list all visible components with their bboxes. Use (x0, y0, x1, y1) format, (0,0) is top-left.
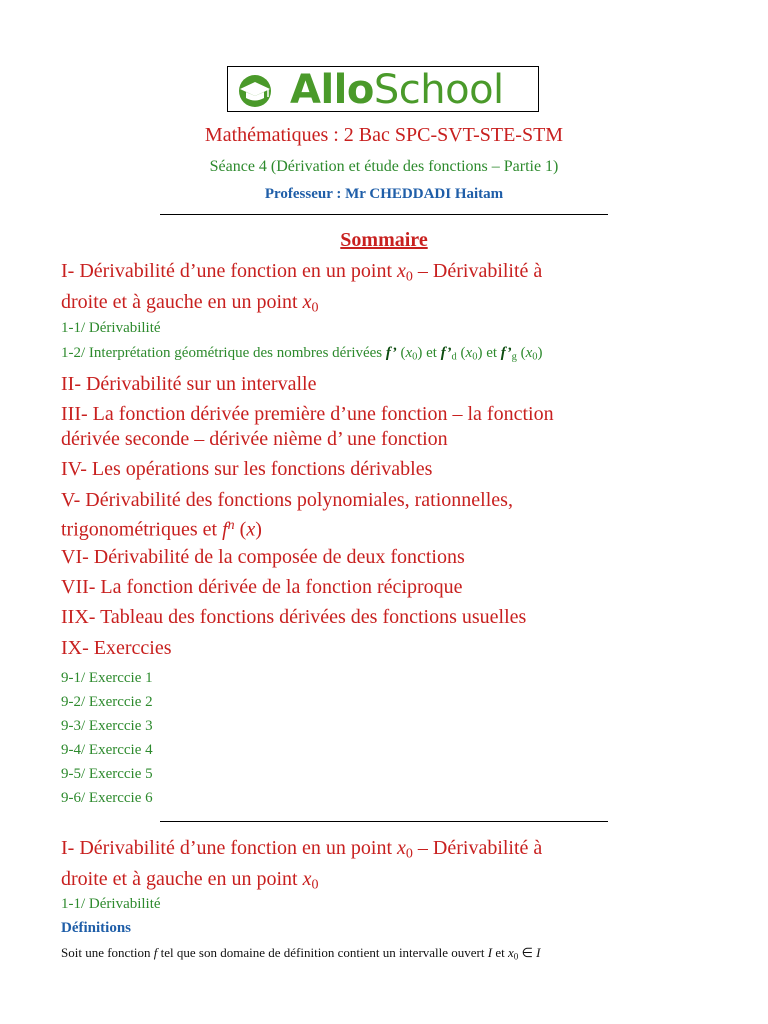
toc-section-7: VII- La fonction dérivée de la fonction réciproque (61, 576, 463, 598)
toc-section-5: V- Dérivabilité des fonctions polynomiales, rationnelles, trigonométriques et $f^n$ (x) (61, 489, 513, 541)
math-x0: $x_0$ (397, 260, 413, 285)
subject-title: Mathématiques : 2 Bac SPC-SVT-STE-STM (204, 124, 564, 146)
toc-exercise: 9-2/ Exerccie 2 (61, 694, 153, 710)
toc-section-8: IIX- Tableau des fonctions dérivées des fonctions usuelles (61, 606, 527, 628)
teacher-name: Professeur : Mr CHEDDADI Haitam (264, 186, 504, 202)
toc-exercise: 9-5/ Exerccie 5 (61, 766, 153, 782)
toc-sub-1-1: 1-1/ Dérivabilité (61, 320, 161, 336)
sommaire-heading: Sommaire (340, 229, 428, 251)
definition-text: Soit une fonction f tel que son domaine de définition contient un intervalle ouvert I et $x_0$ ∈ I (61, 945, 541, 962)
session-title: Séance 4 (Dérivation et étude des fonctions – Partie 1) (209, 158, 559, 175)
toc-sub-1-2: 1-2/ Interprétation géométrique des nombres dérivées f’ $(x_0)$ et $f’_d$ $(x_0)$ et $f’_g$ $(x_0)$ (61, 345, 543, 363)
toc-section-6: VI- Dérivabilité de la composée de deux fonctions (61, 546, 465, 568)
toc-section-4: IV- Les opérations sur les fonctions dérivables (61, 458, 433, 480)
divider (160, 821, 608, 822)
section-1-1-heading: 1-1/ Dérivabilité (61, 896, 161, 912)
toc-section-9: IX- Exerccies (61, 637, 172, 659)
toc-exercise: 9-4/ Exerccie 4 (61, 742, 153, 758)
section-1-heading: I- Dérivabilité d’une fonction en un point $x_0$ – Dérivabilité à droite et à gauche en un point $x_0$ (61, 837, 543, 892)
toc-exercise: 9-3/ Exerccie 3 (61, 718, 153, 734)
graduation-cap-icon (234, 74, 276, 108)
toc-section-2: II- Dérivabilité sur un intervalle (61, 373, 317, 395)
logo-wordmark: AlloSchool (290, 67, 504, 113)
divider (160, 214, 608, 215)
definitions-heading: Définitions (61, 920, 132, 936)
math-x0: $x_0$ (302, 290, 319, 315)
toc-exercise: 9-1/ Exerccie 1 (61, 670, 153, 686)
alloschool-logo (227, 66, 539, 112)
toc-exercise: 9-6/ Exerccie 6 (61, 790, 153, 806)
toc-section-1: I- Dérivabilité d’une fonction en un point $x_0$ – Dérivabilité à droite et à gauche en un point $x_0$ (61, 260, 543, 315)
toc-section-3: III- La fonction dérivée première d’une fonction – la fonction dérivée seconde – dérivée nième d’ une fonction (61, 403, 554, 450)
